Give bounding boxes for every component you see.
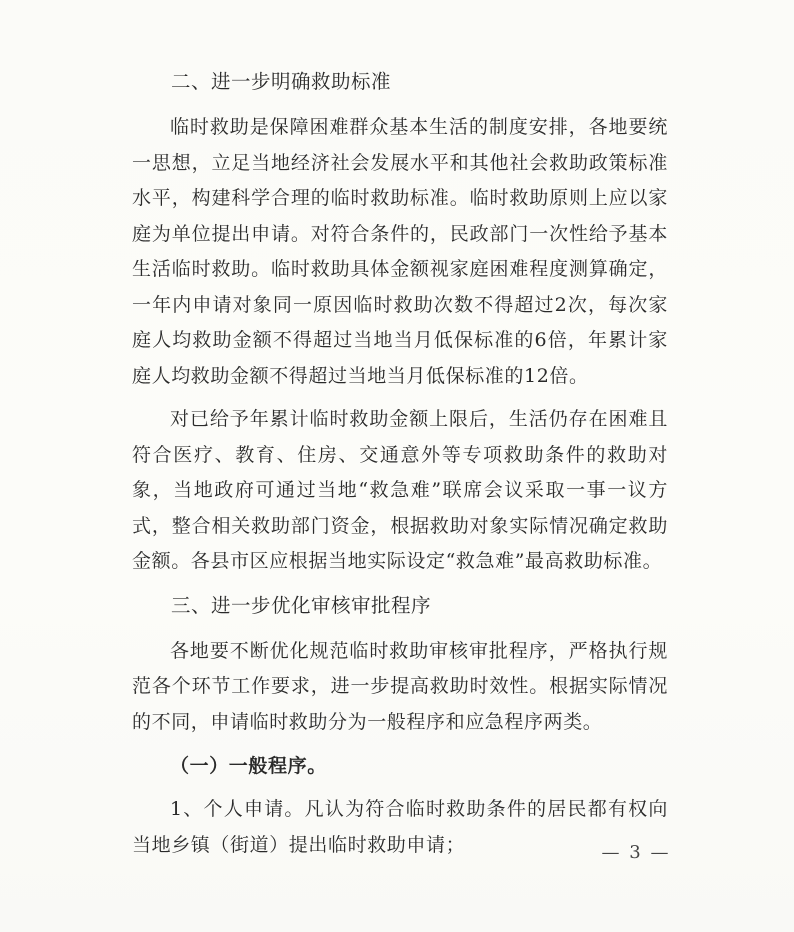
- list-item-personal-application: 1、个人申请。凡认为符合临时救助条件的居民都有权向当地乡镇（街道）提出临时救助申请；: [132, 798, 668, 856]
- section-3-paragraph-1: 各地要不断优化规范临时救助审核审批程序，严格执行规范各个环节工作要求，进一步提高救助时效性。根据实际情况的不同，申请临时救助分为一般程序和应急程序两类。: [132, 639, 668, 733]
- section-2-heading: 二、进一步明确救助标准: [171, 70, 392, 93]
- document-body: [132, 64, 668, 863]
- page-number: — 3 —: [601, 842, 671, 863]
- section-3-heading: 三、进一步优化审核审批程序: [171, 593, 432, 617]
- section-2-paragraph-2: 对已给予年累计临时救助金额上限后，生活仍存在困难且符合医疗、教育、住房、交通意外等专项救助条件的救助对象，当地政府可通过当地“救急难”联席会议采取一事一议方式，整合相关救助部门资金，根据救助对象实际情况确定救助金额。各县市区应根据当地实际设定“救急难”最高救助标准。: [132, 408, 668, 572]
- subsection-general-procedure-heading: （一）一般程序。: [170, 755, 327, 777]
- section-2-paragraph-1: 临时救助是保障困难群众基本生活的制度安排，各地要统一思想，立足当地经济社会发展水平和其他社会救助政策标准水平，构建科学合理的临时救助标准。临时救助原则上应以家庭为单位提出申请。对符合条件的，民政部门一次性给予基本生活临时救助。临时救助具体金额视家庭困难程度测算确定，一年内申请对象同一原因临时救助次数不得超过2次，每次家庭人均救助金额不得超过当地当月低保标准的6倍，年累计家庭人均救助金额不得超过当地当月低保标准的12倍。: [132, 116, 668, 387]
